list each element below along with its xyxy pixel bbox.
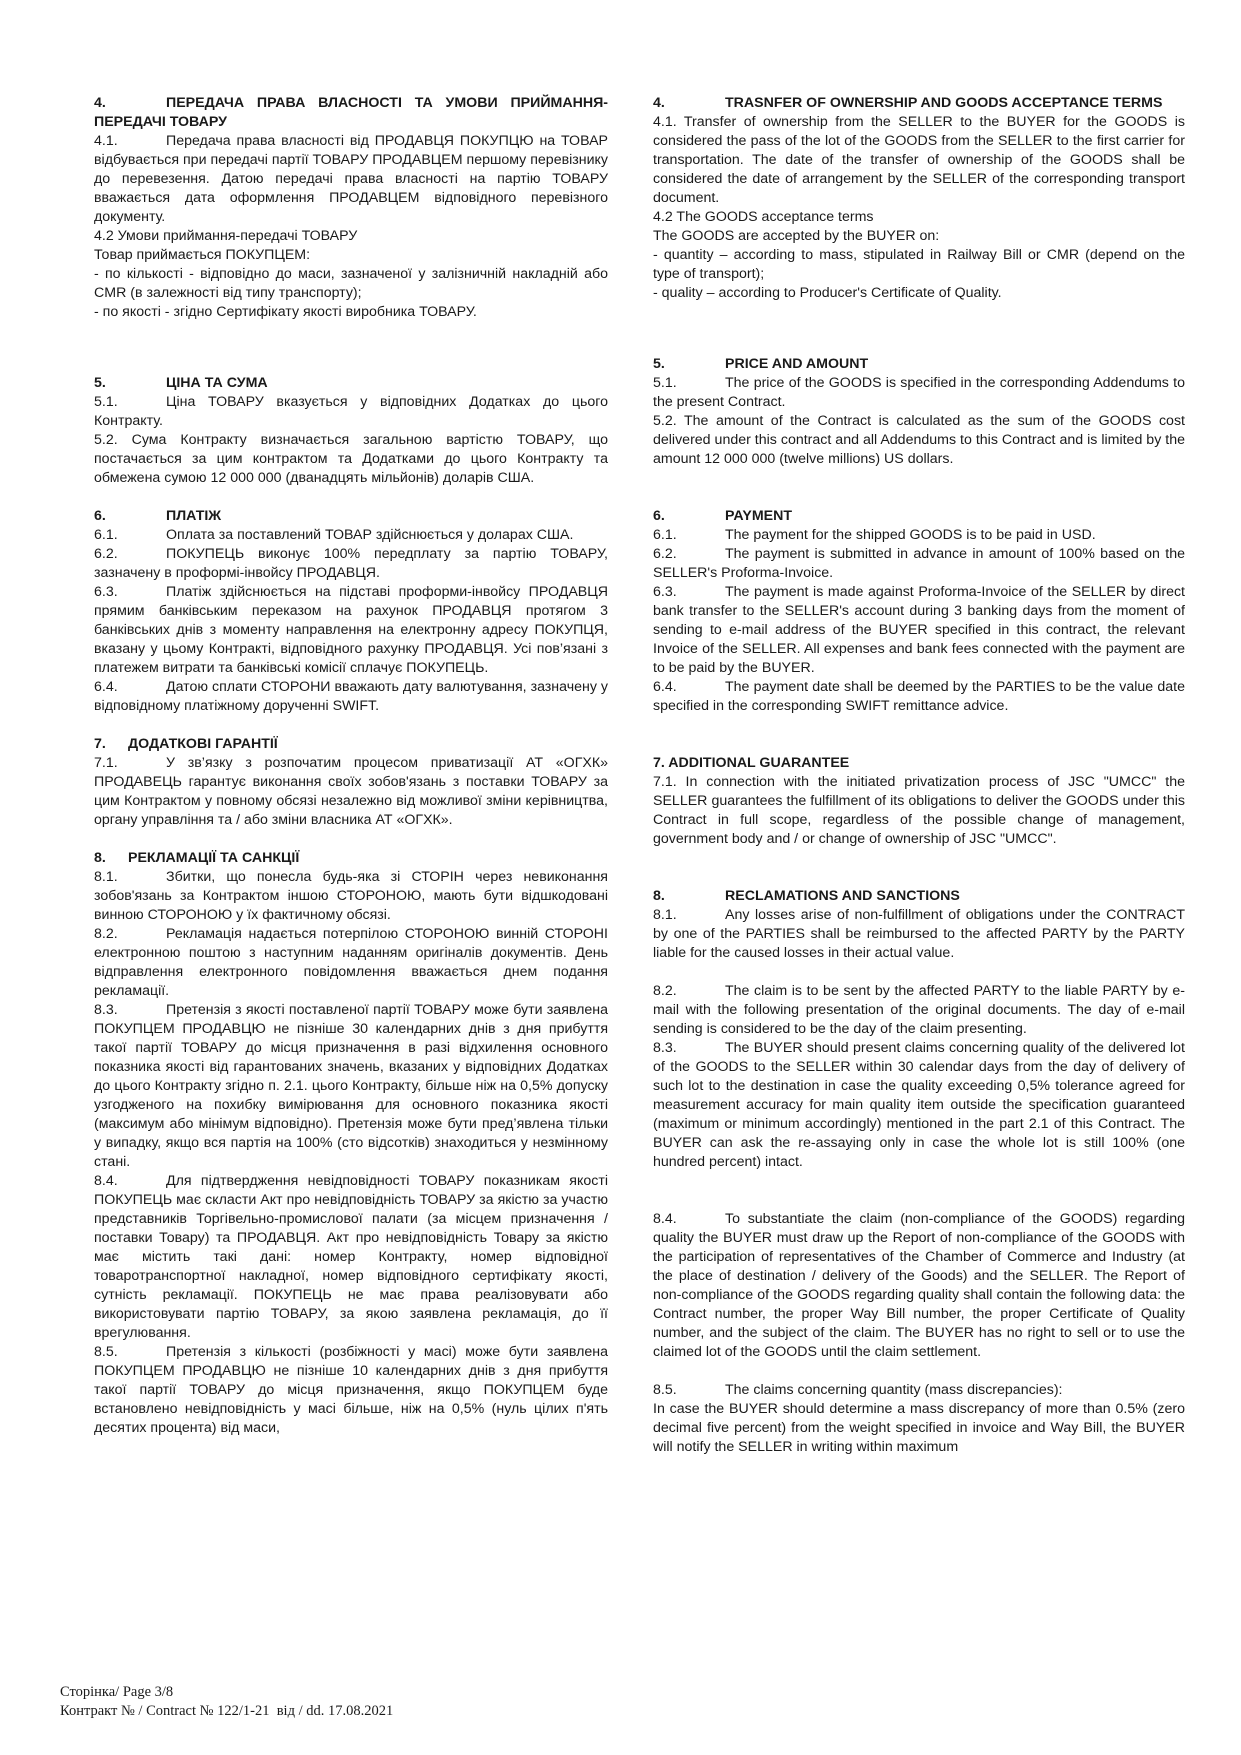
clause-6-4: 6.4. Датою сплати СТОРОНИ вважають дату валютування, зазначену у відповідному платіжному дорученні SWIFT. (94, 679, 608, 714)
clause-8-2: 8.2. The claim is to be sent by the affected PARTY to the liable PARTY by e-mail with the following presentation of the original documents. The day of e-mail sending is considered to be the day of the claim presenting. (653, 983, 1185, 1037)
contract-reference: Контракт № / Contract № 122/1-21 від / dd. 17.08.2021 (60, 1703, 394, 1719)
section-4-uk (94, 94, 608, 322)
clause-5-2: 5.2. Сума Контракту визначається загальною вартістю ТОВАРУ, що постачається за цим контрактом та Додатками до цього Контракту та обмежена сумою 12 000 000 (дванадцять мільйонів) доларів США. (94, 432, 608, 486)
clause-6-3: 6.3. Платіж здійснюється на підставі проформи-інвойсу ПРОДАВЦЯ прямим банківським переказом на рахунок ПРОДАВЦЯ протягом 3 банківських днів з моменту направлення на електронну адресу ПОКУПЦЯ, вказану у цьому Контракті, відповідного рахунку ПРОДАВЦЯ. Усі пов’язані з платежем витрати та банківські комісії сплачує ПОКУПЕЦЬ. (94, 584, 608, 676)
page-footer (60, 1683, 393, 1721)
section-5-en (653, 355, 1185, 469)
ukrainian-column (94, 94, 608, 1438)
section-5-uk (94, 374, 608, 488)
clause-8-2: 8.2. Рекламація надається потерпілою СТОРОНОЮ винній СТОРОНІ електронною поштою з наступним наданням оригіналів документів. День відправлення електронного повідомлення вважається днем подання рекламації. (94, 926, 608, 999)
clause-4-2-quality: - по якості - згідно Сертифікату якості виробника ТОВАРУ. (94, 304, 477, 320)
page-number: Сторінка/ Page 3/8 (60, 1684, 174, 1700)
clause-4-2: 4.2 Умови приймання-передачі ТОВАРУ (94, 228, 358, 244)
section-heading: 4. ПЕРЕДАЧА ПРАВА ВЛАСНОСТІ ТА УМОВИ ПРИЙМАННЯ-ПЕРЕДАЧІ ТОВАРУ (94, 95, 608, 130)
section-7-uk (94, 735, 608, 830)
clause-5-1: 5.1. Ціна ТОВАРУ вказується у відповідних Додатках до цього Контракту. (94, 394, 608, 429)
clause-6-4: 6.4. The payment date shall be deemed by the PARTIES to be the value date specified in the corresponding SWIFT remittance advice. (653, 679, 1185, 714)
clause-4-2: 4.2 The GOODS acceptance terms (653, 209, 874, 225)
clause-6-2: 6.2. ПОКУПЕЦЬ виконує 100% передплату за партію ТОВАРУ, зазначену в проформі-інвойсу ПРОДАВЦЯ. (94, 546, 608, 581)
clause-7-1: 7.1. In connection with the initiated privatization process of JSC "UMCC" the SELLER guarantees the fulfillment of its obligations to deliver the GOODS under this Contract in full scope, regardless of the possible change of management, government body and / or change of ownership of JSC "UMCC". (653, 774, 1185, 847)
section-heading: 4. TRASNFER OF OWNERSHIP AND GOODS ACCEPTANCE TERMS (653, 95, 1163, 111)
section-7-en (653, 754, 1185, 849)
clause-7-1: 7.1. У зв’язку з розпочатим процесом приватизації АТ «ОГХК» ПРОДАВЕЦЬ гарантує виконання своїх зобов'язань з поставки ТОВАРУ за цим Контрактом у повному обсязі незалежно від можливої зміни керівництва, органу управління та / або зміни власника АТ «ОГХК». (94, 755, 608, 828)
section-heading: 6. ПЛАТІЖ (94, 508, 222, 524)
section-heading: 8. RECLAMATIONS AND SANCTIONS (653, 888, 960, 904)
section-heading: 7. ADDITIONAL GUARANTEE (653, 755, 850, 771)
clause-4-2-quantity: - по кількості - відповідно до маси, зазначеної у залізничній накладній або CMR (в залежності від типу транспорту); (94, 266, 608, 301)
section-6-uk (94, 507, 608, 716)
clause-8-3: 8.3. The BUYER should present claims concerning quality of the delivered lot of the GOODS to the SELLER within 30 calendar days from the day of delivery of such lot to the destination in case the quality exceeding 0,5% tolerance agreed for measurement accuracy for main quality item outside the specification guaranteed (maximum or minimum accordingly) mentioned in the part 2.1 of this Contract. The BUYER can ask the re-assaying only in case the whole lot is still 100% (one hundred percent) intact. (653, 1040, 1185, 1170)
section-8-en (653, 887, 1185, 1457)
clause-8-5: 8.5. Претензія з кількості (розбіжності у масі) може бути заявлена ПОКУПЦЕМ ПРОДАВЦЮ не пізніше 10 календарних днів з дня прибуття такої партії ТОВАРУ до місця призначення, якщо ПОКУПЦЕМ буде встановлено невідповідність у масі більше, ніж на 0,5% (нуль цілих п'ять десятих процента) від маси, (94, 1344, 608, 1436)
clause-8-5-text: In case the BUYER should determine a mass discrepancy of more than 0.5% (zero decimal five percent) from the weight specified in invoice and Way Bill, the BUYER will notify the SELLER in writing within maximum (653, 1401, 1185, 1455)
section-4-en (653, 94, 1185, 303)
section-heading: 6. PAYMENT (653, 508, 793, 524)
section-8-uk (94, 849, 608, 1438)
clause-8-4: 8.4. To substantiate the claim (non-compliance of the GOODS) regarding quality the BUYER must draw up the Report of non-compliance of the GOODS with the participation of representatives of the Chamber of Commerce and Industry (at the place of destination / delivery of the Goods) and the SELLER. The Report of non-compliance of the GOODS regarding quality shall contain the following data: the Contract number, the proper Way Bill number, the proper Certificate of Quality number, and the subject of the claim. The BUYER has no right to sell or to use the claimed lot of the GOODS until the claim settlement. (653, 1211, 1185, 1360)
clause-6-1: 6.1. Оплата за поставлений ТОВАР здійснюється у доларах США. (94, 527, 574, 543)
section-heading: 8. РЕКЛАМАЦІЇ ТА САНКЦІЇ (94, 850, 300, 866)
clause-6-3: 6.3. The payment is made against Proforma-Invoice of the SELLER by direct bank transfer to the SELLER's account during 3 banking days from the moment of sending to e-mail address of the BUYER specified in this contract, the relevant Invoice of the SELLER. All expenses and bank fees connected with the payment are to be paid by the BUYER. (653, 584, 1185, 676)
clause-4-2-quality: - quality – according to Producer's Certificate of Quality. (653, 285, 1002, 301)
english-column (653, 94, 1185, 1457)
clause-8-1: 8.1. Збитки, що понесла будь-яка зі СТОРІН через невиконання зобов'язань за Контрактом іншою СТОРОНОЮ, мають бути відшкодовані винною СТОРОНОЮ у їх фактичному обсязі. (94, 869, 608, 923)
clause-6-1: 6.1. The payment for the shipped GOODS is to be paid in USD. (653, 527, 1096, 543)
clause-4-1: 4.1. Передача права власності від ПРОДАВЦЯ ПОКУПЦЮ на ТОВАР відбувається при передачі партії ТОВАРУ ПРОДАВЦЕМ першому перевізнику до перевезення. Датою передачі права власності на партію ТОВАРУ вважається дата оформлення ПРОДАВЦЕМ відповідного перевізного документу. (94, 133, 608, 225)
section-heading: 7. ДОДАТКОВІ ГАРАНТІЇ (94, 736, 278, 752)
clause-4-2-intro: Товар приймається ПОКУПЦЕМ: (94, 247, 311, 263)
clause-8-1: 8.1. Any losses arise of non-fulfillment of obligations under the CONTRACT by one of the PARTIES shall be reimbursed to the affected PARTY by the PARTY liable for the caused losses in their actual value. (653, 907, 1185, 961)
clause-5-2: 5.2. The amount of the Contract is calculated as the sum of the GOODS cost delivered under this contract and all Addendums to this Contract and is limited by the amount 12 000 000 (twelve millions) US dollars. (653, 413, 1185, 467)
section-heading: 5. PRICE AND AMOUNT (653, 356, 869, 372)
section-6-en (653, 507, 1185, 716)
clause-8-3: 8.3. Претензія з якості поставленої партії ТОВАРУ може бути заявлена ПОКУПЦЕМ ПРОДАВЦЮ не пізніше 30 календарних днів з дня прибуття такої партії ТОВАРУ до місця призначення в разі відхилення основного показника якості від гарантованих значень, вказаних у відповідних Додатках до цього Контракту згідно п. 2.1. цього Контракту, більше ніж на 0,5% допуску узгодженого на похибку вимірювання для основного показника якості (максимум або мінімум відповідно). Претензія може бути пред’явлена тільки у випадку, якщо вся партія на 100% (сто відсотків) знаходиться у незмінному стані. (94, 1002, 608, 1170)
clause-8-5: 8.5. The claims concerning quantity (mass discrepancies): (653, 1382, 1063, 1398)
clause-4-1: 4.1. Transfer of ownership from the SELLER to the BUYER for the GOODS is considered the pass of the lot of the GOODS from the SELLER to the first carrier for transportation. The date of the transfer of ownership of the GOODS shall be considered the date of arrangement by the SELLER of the corresponding transport document. (653, 114, 1185, 206)
clause-5-1: 5.1. The price of the GOODS is specified in the corresponding Addendums to the present Contract. (653, 375, 1185, 410)
clause-4-2-intro: The GOODS are accepted by the BUYER on: (653, 228, 940, 244)
section-heading: 5. ЦІНА ТА СУМА (94, 375, 268, 391)
clause-8-4: 8.4. Для підтвердження невідповідності ТОВАРУ показникам якості ПОКУПЕЦЬ має скласти Акт про невідповідність ТОВАРУ за якістю за участю представників Торгівельно-промислової палати (за місцем призначення / поставки Товару) та ПРОДАВЦЯ. Акт про невідповідність Товару за якістю має містить такі дані: номер Контракту, номер відповідної товаротранспортної накладної, номер відповідного сертифікату якості, сутність рекламації. ПОКУПЕЦЬ не має права реалізовувати або використовувати партію ТОВАРУ, за якою заявлена рекламація, до її врегулювання. (94, 1173, 608, 1341)
clause-6-2: 6.2. The payment is submitted in advance in amount of 100% based on the SELLER's Proforma-Invoice. (653, 546, 1185, 581)
clause-4-2-quantity: - quantity – according to mass, stipulated in Railway Bill or CMR (depend on the type of transport); (653, 247, 1185, 282)
